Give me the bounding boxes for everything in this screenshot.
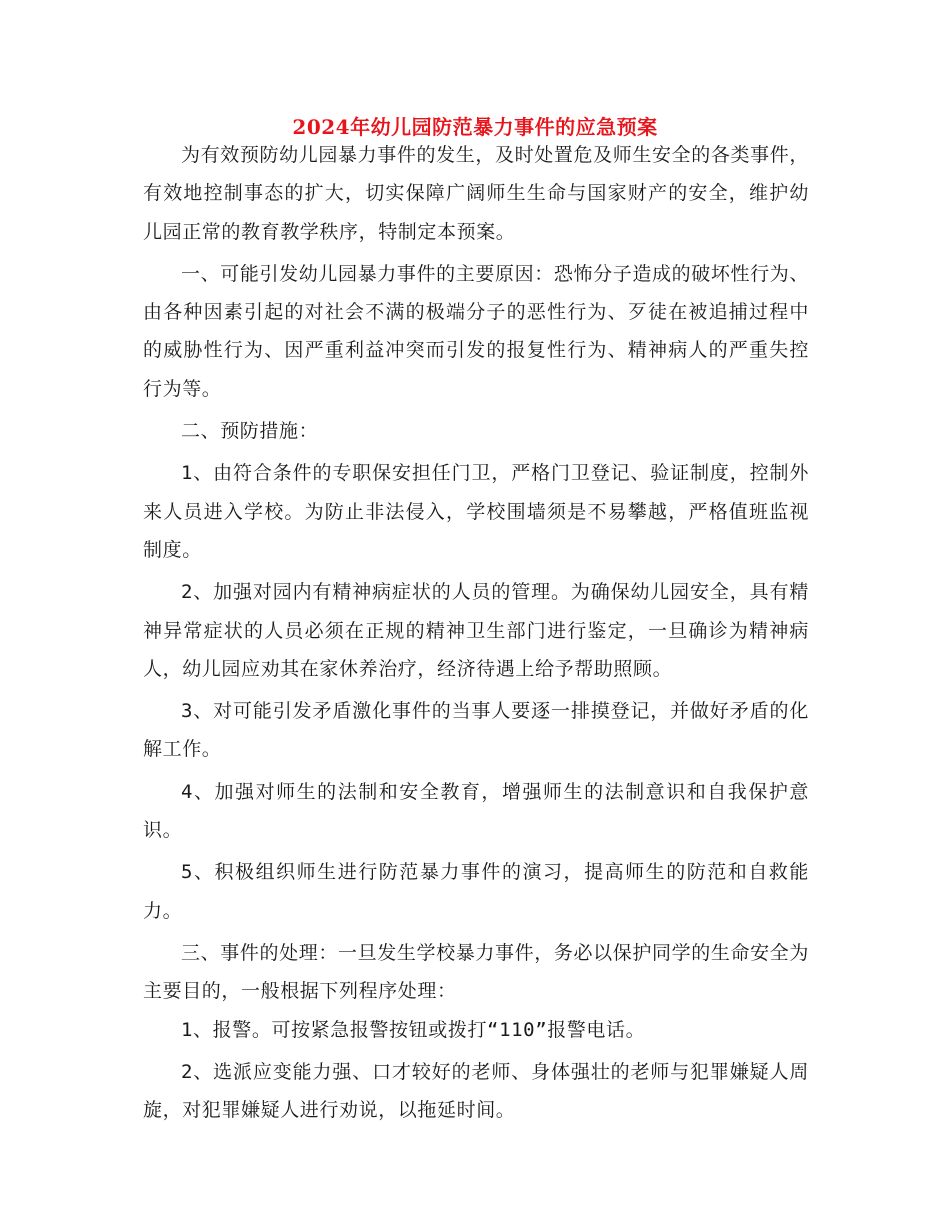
paragraph-intro: 为有效预防幼儿园暴力事件的发生，及时处置危及师生安全的各类事件，有效地控制事态的扩大，切实保障广阔师生生命与国家财产的安全，维护幼儿园正常的教育教学秩序，特制定本预案。 xyxy=(143,144,809,243)
paragraph-section-1-causes: 一、可能引发幼儿园暴力事件的主要原因：恐怖分子造成的破坏性行为、由各种因素引起的对社会不满的极端分子的恶性行为、歹徒在被追捕过程中的威胁性行为、因严重利益冲突而引发的报复性行为、精神病人的严重失控行为等。 xyxy=(143,262,809,400)
paragraph-prevention-2: 2、加强对园内有精神病症状的人员的管理。为确保幼儿园安全，具有精神异常症状的人员必须在正规的精神卫生部门进行鉴定，一旦确诊为精神病人，幼儿园应劝其在家休养治疗，经济待遇上给予帮助照顾。 xyxy=(143,581,809,680)
paragraph-section-2-heading: 二、预防措施： xyxy=(181,420,319,443)
paragraph-prevention-5: 5、积极组织师生进行防范暴力事件的演习，提高师生的防范和自救能力。 xyxy=(143,861,809,922)
document-body xyxy=(143,136,809,1129)
document-title: 2024年幼儿园防范暴力事件的应急预案 xyxy=(292,115,658,139)
paragraph-section-3-handling: 三、事件的处理：一旦发生学校暴力事件，务必以保护同学的生命安全为主要目的，一般根据下列程序处理： xyxy=(143,941,809,1003)
paragraph-prevention-1: 1、由符合条件的专职保安担任门卫，严格门卫登记、验证制度，控制外来人员进入学校。为防止非法侵入，学校围墙须是不易攀越，严格值班监视制度。 xyxy=(143,462,809,561)
paragraph-handling-2: 2、选派应变能力强、口才较好的老师、身体强壮的老师与犯罪嫌疑人周旋，对犯罪嫌疑人进行劝说，以拖延时间。 xyxy=(143,1060,809,1122)
paragraph-prevention-3: 3、对可能引发矛盾激化事件的当事人要逐一排摸登记，并做好矛盾的化解工作。 xyxy=(143,700,809,761)
paragraph-prevention-4: 4、加强对师生的法制和安全教育，增强师生的法制意识和自我保护意识。 xyxy=(143,780,809,842)
paragraph-handling-1: 1、报警。可按紧急报警按钮或拨打“110”报警电话。 xyxy=(181,1018,646,1041)
